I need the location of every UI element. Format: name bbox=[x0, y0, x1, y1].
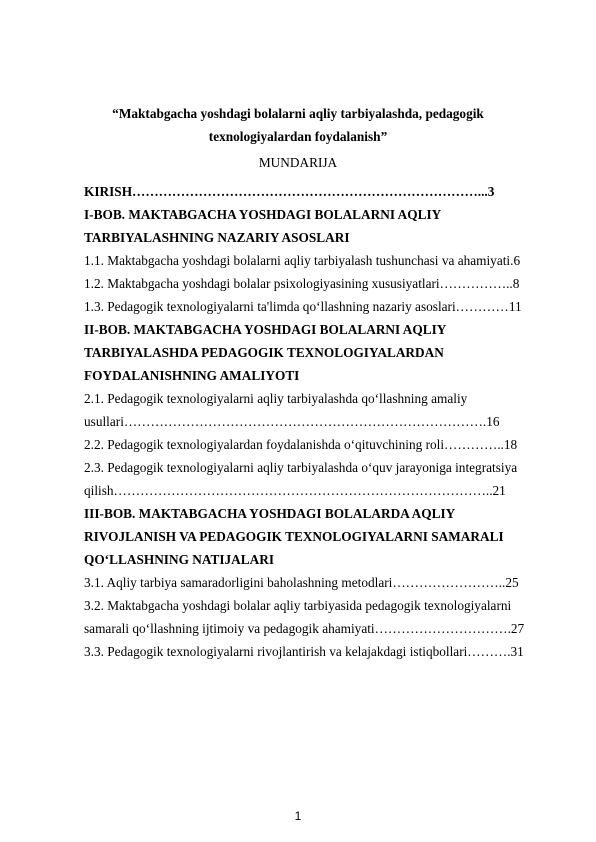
toc-entry: usullari……………………………………………………………………….16 bbox=[84, 414, 500, 429]
toc-entry: 3.1. Aqliy tarbiya samaradorligini baholashning metodlari……………………..25 bbox=[84, 575, 519, 590]
toc-entry: 2.2. Pedagogik texnologiyalardan foydalanishda o‘qituvchining roli…………..18 bbox=[84, 437, 518, 452]
toc-entry: QO‘LLASHNING NATIJALARI bbox=[84, 552, 274, 567]
toc-entry: III-BOB. MAKTABGACHA YOSHDAGI BOLALARDA AQLIY bbox=[84, 506, 456, 521]
toc-entry: TARBIYALASHNING NAZARIY ASOSLARI bbox=[84, 230, 350, 245]
toc-entry: KIRISH……………………………………………………………………...3 bbox=[84, 184, 495, 199]
toc-entry: 2.3. Pedagogik texnologiyalarni aqliy tarbiyalashda o‘quv jarayoniga integratsiya bbox=[84, 460, 518, 475]
toc-entry: II-BOB. MAKTABGACHA YOSHDAGI BOLALARNI AQLIY bbox=[84, 322, 447, 337]
toc-entry: samarali qo‘llashning ijtimoiy va pedagogik ahamiyati………………………….27 bbox=[84, 621, 525, 636]
toc-entry: 1.2. Maktabgacha yoshdagi bolalar psixologiyasining xususiyatlari……………..8 bbox=[84, 276, 520, 291]
toc-entry: FOYDALANISHNING AMALIYOTI bbox=[84, 368, 300, 383]
toc-entry: qilish…………………………………………………………………………..21 bbox=[84, 483, 506, 498]
table-of-contents bbox=[84, 180, 546, 663]
toc-entry: TARBIYALASHDA PEDAGOGIK TEXNOLOGIYALARDAN bbox=[84, 345, 444, 360]
toc-entry: 1.3. Pedagogik texnologiyalarni ta'limda qo‘llashning nazariy asoslari…………11 bbox=[84, 299, 522, 314]
document-title-line-1: “Maktabgacha yoshdagi bolalarni aqliy tarbiyalashda, pedagogik bbox=[112, 106, 484, 121]
toc-entry: 3.3. Pedagogik texnologiyalarni rivojlantirish va kelajakdagi istiqbollari……….31 bbox=[84, 644, 524, 659]
toc-entry: 2.1. Pedagogik texnologiyalarni aqliy tarbiyalashda qo‘llashning amaliy bbox=[84, 391, 468, 406]
toc-entry: RIVOJLANISH VA PEDAGOGIK TEXNOLOGIYALARNI SAMARALI bbox=[84, 529, 504, 544]
toc-entry: I-BOB. MAKTABGACHA YOSHDAGI BOLALARNI AQLIY bbox=[84, 207, 442, 222]
toc-heading: MUNDARIJA bbox=[258, 155, 338, 170]
toc-entry: 3.2. Maktabgacha yoshdagi bolalar aqliy tarbiyasida pedagogik texnologiyalarni bbox=[84, 598, 512, 613]
toc-entry: 1.1. Maktabgacha yoshdagi bolalarni aqliy tarbiyalash tushunchasi va ahamiyati.6 bbox=[84, 253, 521, 268]
document-title-line-2: texnologiyalardan foydalanish” bbox=[208, 129, 388, 144]
page-number: 1 bbox=[294, 809, 302, 823]
